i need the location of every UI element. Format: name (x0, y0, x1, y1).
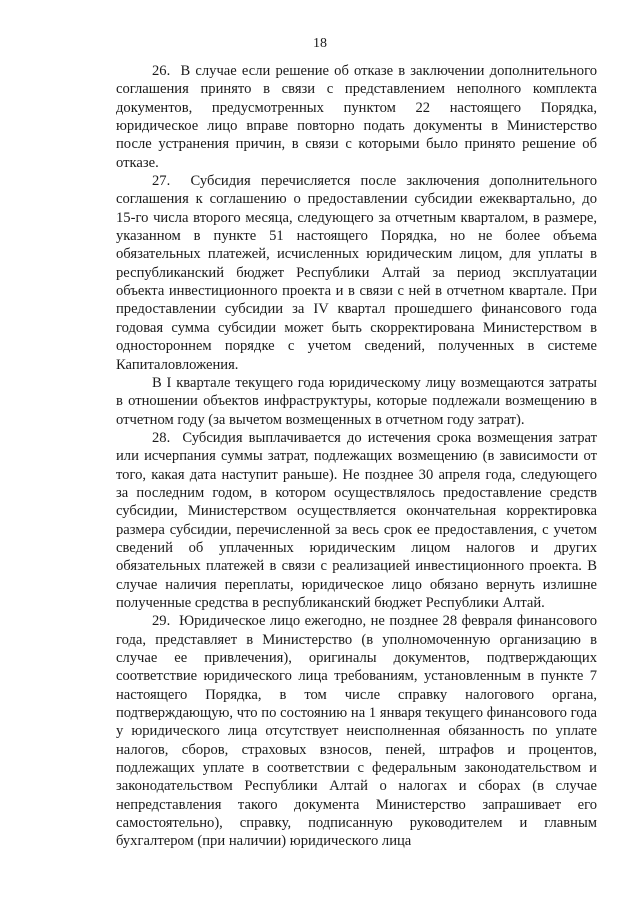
paragraph-28: 28. Субсидия выплачивается до истечения срока возмещения затрат или исчерпания суммы затрат, подлежащих возмещению (в зависимости от того, какая дата наступит раньше). Не позднее 30 апреля года, следующего за последним годом, в котором осуществлялось предоставление средств субсидии, Министерством осуществляется окончательная корректировка размера субсидии, перечисленной за весь срок ее предоставления, с учетом сведений об уплаченных юридическим лицом налогов и других обязательных платежей в связи с реализацией инвестиционного проекта. В случае наличия переплаты, юридическое лицо обязано вернуть излишне полученные средства в республиканский бюджет Республики Алтай. (116, 429, 597, 611)
paragraph-27: 27. Субсидия перечисляется после заключения дополнительного соглашения к соглашению о предоставлении субсидии ежеквартально, до 15-го числа второго месяца, следующего за отчетным кварталом, в размере, указанном в пункте 51 настоящего Порядка, но не более объема обязательных платежей, исчисленных юридическим лицом, для уплаты в республиканский бюджет Республики Алтай за период эксплуатации объекта инвестиционного проекта и в связи с ней в отчетном квартале. При предоставлении субсидии за IV квартал прошедшего финансового года годовая сумма субсидии может быть скорректирована Министерством в одностороннем порядке с учетом сведений, полученных в системе Капиталовложения. (116, 173, 597, 373)
page-number: 18 (313, 36, 327, 51)
paragraph-27-continuation: В I квартале текущего года юридическому лицу возмещаются затраты в отношении объектов инфраструктуры, которые подлежали возмещению в отчетном году (за вычетом возмещенных в отчетном году затрат). (116, 374, 597, 428)
paragraph-29: 29. Юридическое лицо ежегодно, не позднее 28 февраля финансового года, представляет в Министерство (в уполномоченную организацию в случае ее привлечения), оригиналы документов, подтверждающих соответствие юридического лица требованиям, установленным в пункте 7 настоящего Порядка, в том числе справку налогового органа, подтверждающую, что по состоянию на 1 января текущего финансового года у юридического лица отсутствует неисполненная обязанность по уплате налогов, сборов, страховых взносов, пеней, штрафов и процентов, подлежащих уплате в соответствии с федеральным законодательством и законодательством Республики Алтай о налогах и сборах (в случае непредставления такого документа Министерство запрашивает его самостоятельно), справку, подписанную руководителем и главным бухгалтером (при наличии) юридического лица (116, 613, 597, 850)
document-body (116, 62, 597, 851)
paragraph-26: 26. В случае если решение об отказе в заключении дополнительного соглашения принято в связи с представлением неполного комплекта документов, предусмотренных пунктом 22 настоящего Порядка, юридическое лицо вправе повторно подать документы в Министерство после устранения причин, в связи с которыми было принято решение об отказе. (116, 63, 597, 171)
